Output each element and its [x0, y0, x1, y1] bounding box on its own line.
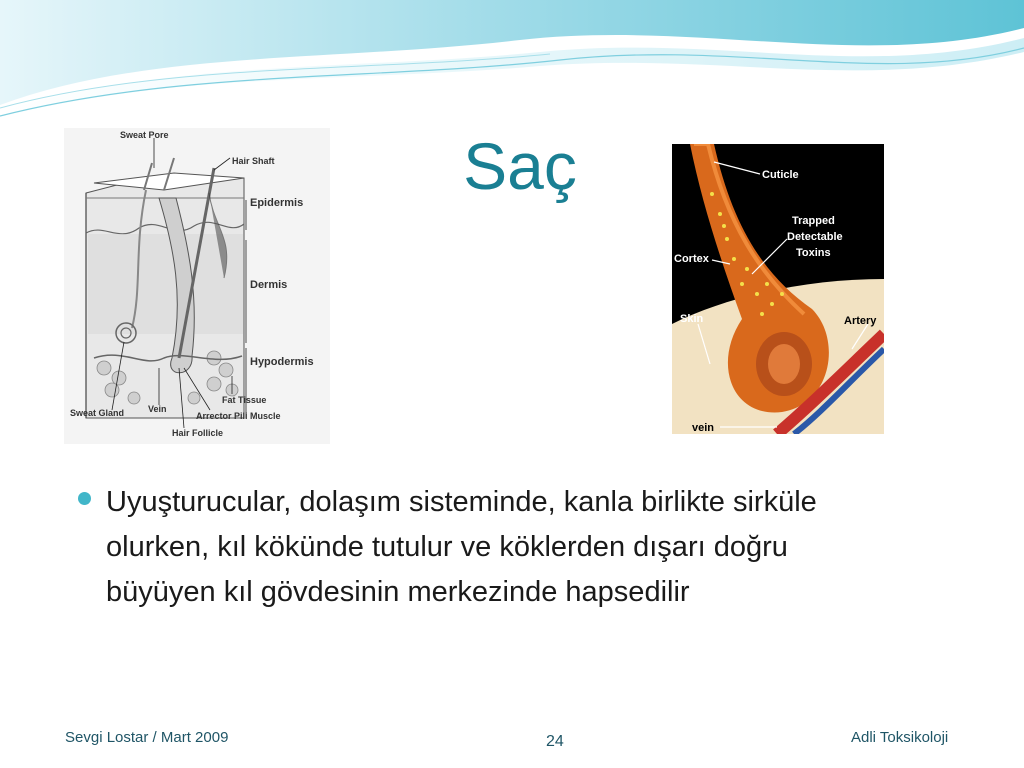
label-hair-shaft: Hair Shaft: [232, 156, 275, 166]
label-arrector: Arrector Pili Muscle: [196, 411, 281, 421]
bullet-text: Uyuşturucular, dolaşım sisteminde, kanla birlikte sirküle olurken, kıl kökünde tutulur ve köklerden dışarı doğru büyüyen kıl gövdesinin merkezinde hapsedilir: [106, 486, 817, 608]
bullet-dot-icon: [78, 492, 91, 505]
label-hair-follicle: Hair Follicle: [172, 428, 224, 438]
label-dermis: Dermis: [250, 279, 288, 291]
label-trapped-3: Toxins: [796, 247, 831, 259]
label-artery: Artery: [844, 315, 877, 327]
label-trapped-1: Trapped: [792, 215, 835, 227]
page-number: 24: [546, 733, 564, 750]
label-cortex: Cortex: [674, 253, 709, 265]
label-sweat-pore: Sweat Pore: [120, 130, 169, 140]
label-trapped-2: Detectable: [787, 231, 843, 243]
skin-diagram: [64, 128, 330, 444]
label-fat-tissue: Fat Tissue: [222, 395, 267, 405]
label-vein: Vein: [148, 404, 167, 414]
label-skin: Skin: [680, 313, 704, 325]
hair-diagram: [672, 144, 884, 434]
footer-author: Sevgi Lostar / Mart 2009: [65, 729, 229, 746]
label-vein-hair: vein: [692, 422, 715, 434]
label-cuticle: Cuticle: [762, 169, 799, 181]
bullet-list: [74, 480, 894, 615]
slide-title: Saç: [463, 129, 577, 203]
label-epidermis: Epidermis: [250, 197, 304, 209]
label-sweat-gland: Sweat Gland: [70, 408, 125, 418]
footer-course: Adli Toksikoloji: [851, 729, 949, 746]
header-wave: [0, 0, 1024, 120]
label-hypodermis: Hypodermis: [250, 356, 314, 368]
